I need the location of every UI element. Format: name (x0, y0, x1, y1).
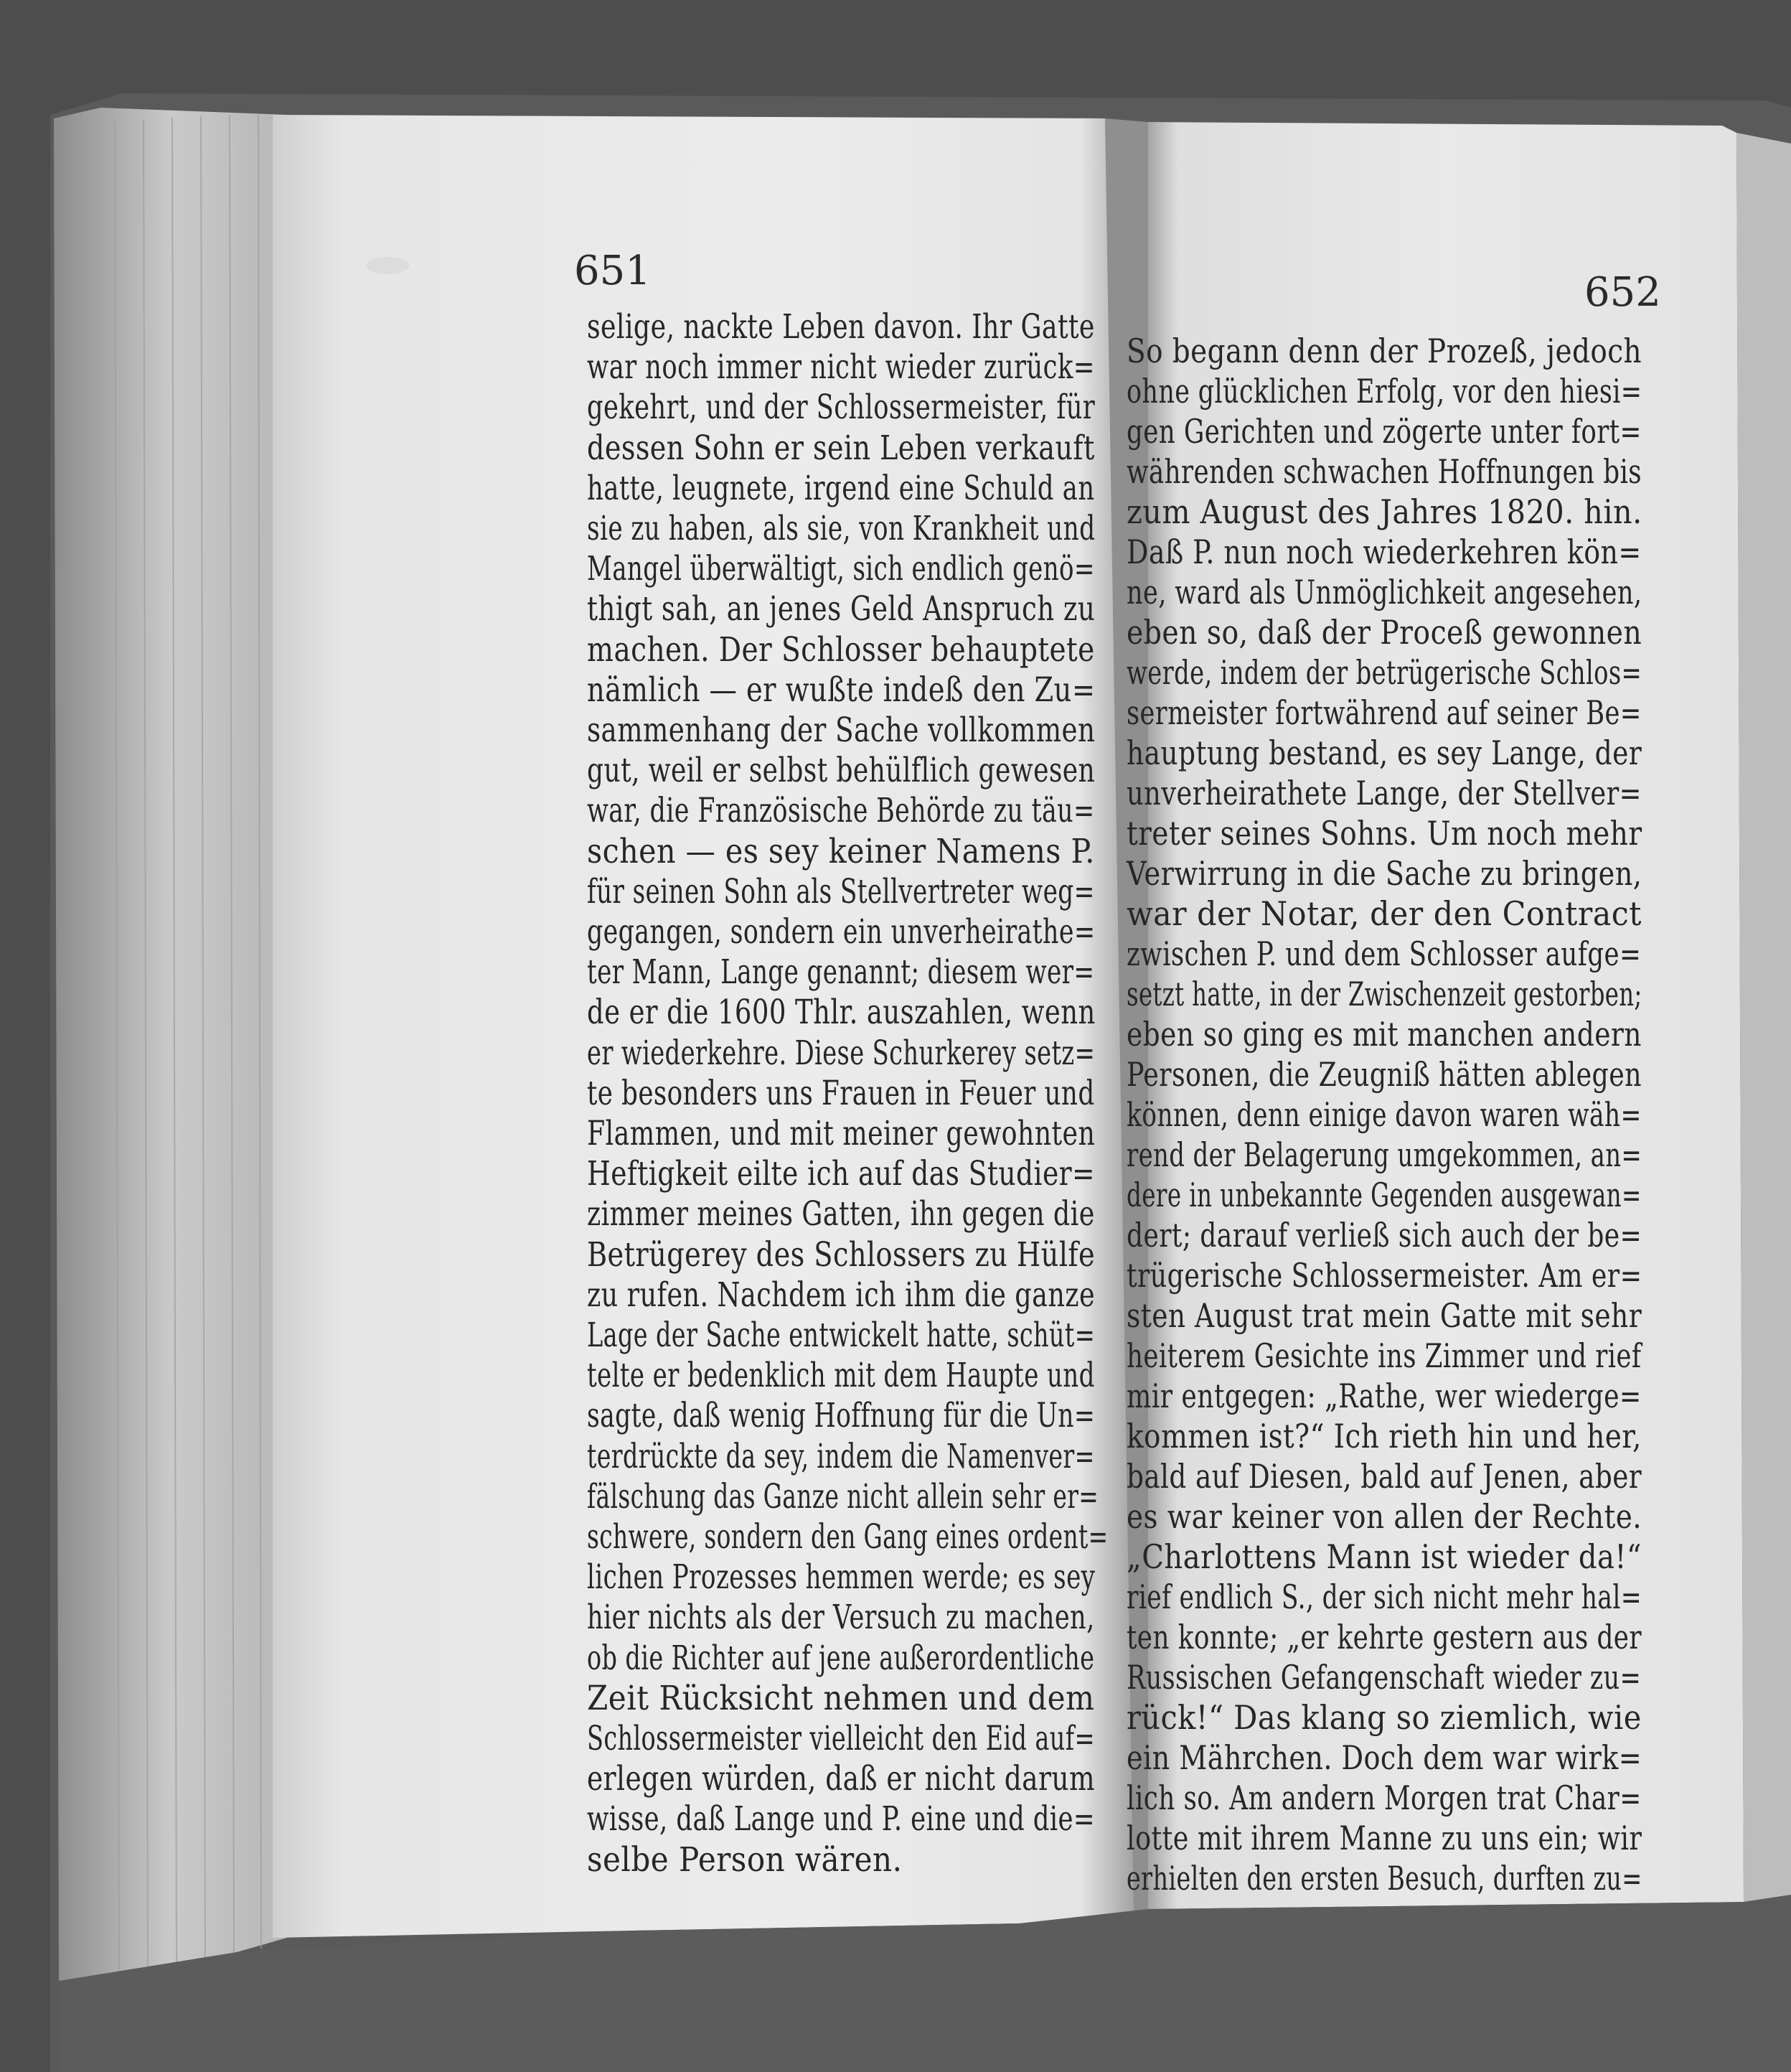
text-line: zwischen P. und dem Schlosser aufge= (1127, 934, 1642, 973)
text-line: eben so, daß der Proceß gewonnen (1127, 613, 1642, 652)
text-line: rend der Belagerung umgekommen, an= (1127, 1135, 1642, 1174)
text-line: gekehrt, und der Schlossermeister, für (587, 388, 1096, 428)
text-line: bald auf Diesen, bald auf Jenen, aber (1127, 1457, 1642, 1496)
text-line: terdrückte da sey, indem die Namenver= (587, 1436, 1095, 1476)
text-line: eben so ging es mit manchen andern (1127, 1015, 1642, 1054)
text-line: sten August trat mein Gatte mit sehr (1127, 1296, 1642, 1335)
text-line: ob die Richter auf jene außerordentliche (587, 1638, 1095, 1678)
text-line: werde, indem der betrügerische Schlos= (1127, 653, 1642, 692)
text-line: Russischen Gefangenschaft wieder zu= (1127, 1658, 1642, 1697)
text-line: zimmer meines Gatten, ihn gegen die (587, 1194, 1095, 1234)
text-line: te besonders uns Frauen in Feuer und (587, 1073, 1095, 1113)
text-line: trügerische Schlossermeister. Am er= (1127, 1256, 1642, 1295)
text-line: ne, ward als Unmöglichkeit angesehen, (1127, 573, 1642, 611)
text-line: zu rufen. Nachdem ich ihm die ganze (587, 1275, 1096, 1315)
text-line: Lage der Sache entwickelt hatte, schüt= (587, 1316, 1096, 1355)
text-line: rück!“ Das klang so ziemlich, wie (1127, 1698, 1642, 1737)
text-line: für seinen Sohn als Stellvertreter weg= (587, 871, 1095, 911)
text-line: sermeister fortwährend auf seiner Be= (1127, 693, 1642, 732)
text-line: sie zu haben, als sie, von Krankheit und (587, 509, 1096, 548)
text-line: Schlossermeister vielleicht den Eid auf= (587, 1719, 1095, 1758)
text-line: machen. Der Schlosser behauptete (587, 629, 1095, 670)
text-line: setzt hatte, in der Zwischenzeit gestorben; (1127, 975, 1642, 1013)
text-line: thigt sah, an jenes Geld Anspruch zu (587, 589, 1096, 629)
text-line: er wiederkehre. Diese Schurkerey setz= (587, 1033, 1096, 1073)
text-line: Zeit Rücksicht nehmen und dem (587, 1678, 1095, 1718)
text-line: selbe Person wären. (587, 1839, 903, 1880)
text-line: währenden schwachen Hoffnungen bis (1127, 452, 1642, 491)
text-line: dere in unbekannte Gegenden ausgewan= (1127, 1176, 1642, 1214)
text-line: ter Mann, Lange genannt; diesem wer= (587, 952, 1095, 993)
text-line: So begann denn der Prozeß, jedoch (1127, 332, 1642, 370)
text-line: hatte, leugnete, irgend eine Schuld an (587, 468, 1095, 508)
text-line: mir entgegen: „Rathe, wer wiederge= (1127, 1377, 1642, 1415)
text-line: war der Notar, der den Contract (1127, 894, 1642, 933)
text-line: de er die 1600 Thlr. auszahlen, wenn (587, 993, 1096, 1033)
text-line: unverheirathete Lange, der Stellver= (1127, 774, 1642, 812)
text-line: dessen Sohn er sein Leben verkauft (587, 428, 1095, 468)
text-line: schen — es sey keiner Namens P. (587, 831, 1095, 871)
text-line: dert; darauf verließ sich auch der be= (1127, 1216, 1642, 1255)
page-number-right: 652 (1584, 269, 1661, 316)
text-line: Heftigkeit eilte ich auf das Studier= (587, 1154, 1095, 1194)
text-line: Flammen, und mit meiner gewohnten (587, 1114, 1096, 1153)
text-line: ten konnte; „er kehrte gestern aus der (1127, 1618, 1642, 1656)
text-line: Verwirrung in die Sache zu bringen, (1127, 854, 1642, 893)
text-line: können, denn einige davon waren wäh= (1127, 1095, 1642, 1134)
text-line: telte er bedenklich mit dem Haupte und (587, 1356, 1095, 1396)
text-line: es war keiner von allen der Rechte. (1127, 1497, 1642, 1536)
text-line: Betrügerey des Schlossers zu Hülfe (587, 1234, 1096, 1275)
text-line: treter seines Sohns. Um noch mehr (1127, 814, 1642, 853)
text-line: kommen ist?“ Ich rieth hin und her, (1127, 1417, 1642, 1455)
text-line: gen Gerichten und zögerte unter fort= (1127, 412, 1642, 451)
text-line: rief endlich S., der sich nicht mehr hal= (1127, 1578, 1642, 1616)
text-line: wisse, daß Lange und P. eine und die= (587, 1799, 1096, 1839)
text-line: lotte mit ihrem Manne zu uns ein; wir (1127, 1819, 1642, 1857)
text-line: erhielten den ersten Besuch, durften zu= (1127, 1859, 1642, 1898)
text-line: selige, nackte Leben davon. Ihr Gatte (587, 307, 1095, 347)
page-number-left: 651 (574, 248, 651, 294)
text-line: fälschung das Ganze nicht allein sehr er= (587, 1476, 1099, 1517)
text-line: lich so. Am andern Morgen trat Char= (1127, 1778, 1642, 1817)
text-line: lichen Prozesses hemmen werde; es sey (587, 1557, 1096, 1598)
text-line: sagte, daß wenig Hoffnung für die Un= (587, 1396, 1096, 1436)
text-line: „Charlottens Mann ist wieder da!“ (1127, 1537, 1642, 1576)
text-line: hauptung bestand, es sey Lange, der (1127, 733, 1642, 772)
text-line: Mangel überwältigt, sich endlich genö= (587, 549, 1095, 589)
text-line: sammenhang der Sache vollkommen (587, 711, 1096, 750)
text-line: Personen, die Zeugniß hätten ablegen (1127, 1055, 1642, 1094)
text-line: erlegen würden, daß er nicht darum (587, 1759, 1096, 1799)
text-line: gut, weil er selbst behülflich gewesen (587, 751, 1096, 791)
text-line: Daß P. nun noch wiederkehren kön= (1127, 533, 1642, 571)
text-line: heiterem Gesichte ins Zimmer und rief (1127, 1336, 1642, 1375)
text-line: schwere, sondern den Gang eines ordent= (587, 1517, 1109, 1557)
text-line: hier nichts als der Versuch zu machen, (587, 1598, 1095, 1638)
text-line: war noch immer nicht wieder zurück= (587, 347, 1095, 388)
text-line: ohne glücklichen Erfolg, vor den hiesi= (1127, 372, 1642, 411)
text-line: war, die Französische Behörde zu täu= (587, 791, 1095, 831)
text-line: gegangen, sondern ein unverheirathe= (587, 912, 1096, 952)
text-line: zum August des Jahres 1820. hin. (1127, 492, 1642, 531)
text-line: nämlich — er wußte indeß den Zu= (587, 670, 1096, 710)
text-line: ein Mährchen. Doch dem war wirk= (1127, 1738, 1642, 1777)
